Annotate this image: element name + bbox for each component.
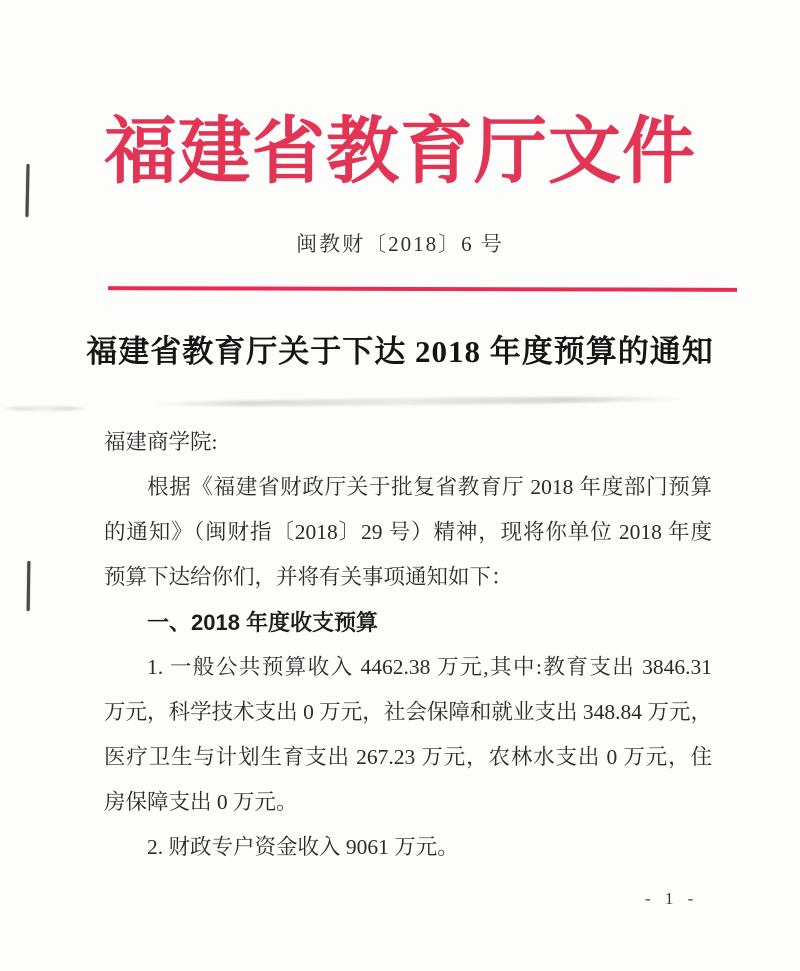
salutation: 福建商学院:	[104, 430, 218, 454]
document-title: 福建省教育厅关于下达 2018 年度预算的通知	[86, 334, 714, 369]
page-number: - 1 -	[645, 889, 699, 908]
intro-line: 的通知》（闽财指〔2018〕29 号）精神，现将你单位 2018 年度	[104, 520, 712, 544]
document-body	[104, 420, 712, 870]
budget-item-line: 万元，科学技术支出 0 万元，社会保障和就业支出 348.84 万元，	[104, 700, 712, 724]
red-divider-rule	[108, 286, 737, 292]
budget-item-line: 医疗卫生与计划生育支出 267.23 万元，农林水支出 0 万元，住	[104, 745, 712, 769]
budget-item-line: 2. 财政专户资金收入 9061 万元。	[147, 835, 459, 859]
budget-item-line: 1. 一般公共预算收入 4462.38 万元,其中:教育支出 3846.31	[147, 655, 712, 679]
intro-line: 预算下达给你们，并将有关事项通知如下：	[104, 565, 513, 589]
agency-masthead: 福建省教育厅文件	[104, 111, 696, 192]
section-heading: 一、2018 年度收支预算	[147, 610, 379, 635]
staple-mark	[27, 561, 31, 611]
intro-line: 根据《福建省财政厅关于批复省教育厅 2018 年度部门预算	[147, 475, 712, 499]
document-number: 闽教财〔2018〕6 号	[296, 232, 504, 256]
budget-item-line: 房保障支出 0 万元。	[104, 790, 298, 814]
scan-smudge	[145, 395, 690, 408]
scan-smudge	[0, 406, 90, 411]
